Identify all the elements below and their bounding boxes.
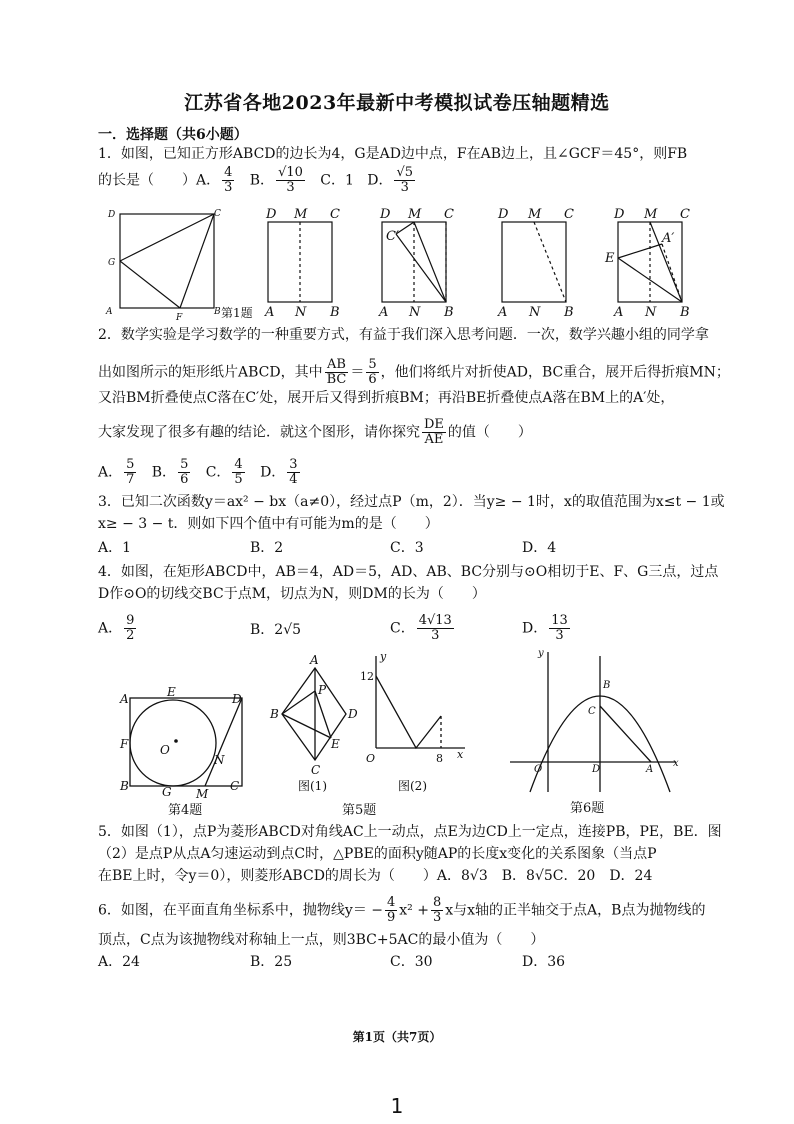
svg-text:N: N bbox=[529, 305, 541, 320]
svg-text:E: E bbox=[605, 251, 615, 266]
fig1-caption: 第1题 bbox=[221, 306, 253, 320]
q3-line1: 3．已知二次函数y＝ax² − bx（a≠0），经过点P（m，2）．当y≥ − 1时，x的取值范围为x≤t − 1或 bbox=[98, 494, 725, 510]
section-heading: 一．选择题（共6小题） bbox=[98, 127, 248, 143]
q2-option-a-label: A． bbox=[98, 464, 123, 481]
svg-text:C: C bbox=[680, 207, 690, 222]
svg-text:C: C bbox=[588, 706, 596, 717]
svg-text:A: A bbox=[498, 305, 508, 320]
svg-text:y: y bbox=[538, 648, 544, 659]
svg-text:D: D bbox=[266, 207, 277, 222]
q2-option-a: $\frac{5}{7}$ bbox=[126, 457, 135, 487]
svg-text:B: B bbox=[330, 305, 340, 320]
svg-text:G: G bbox=[162, 785, 172, 799]
svg-text:B: B bbox=[214, 307, 221, 317]
q1-option-d-label: D． bbox=[367, 172, 393, 189]
svg-text:N: N bbox=[214, 753, 225, 767]
q6-text-c: x与x轴的正半轴交于点A，B点为抛物线的 bbox=[445, 902, 706, 919]
q2-line3: 又沿BM折叠使点C落在C′处，展开后又得到折痕BM；再沿BE折叠使点A落在BM上的A′处， bbox=[98, 390, 675, 406]
svg-text:D: D bbox=[348, 707, 358, 721]
fig2-panel-3 bbox=[502, 222, 566, 302]
svg-text:A: A bbox=[265, 305, 275, 320]
svg-text:E: E bbox=[331, 737, 340, 751]
q2-ask: $\frac{DE}{AE}$ bbox=[424, 417, 444, 447]
svg-text:O: O bbox=[366, 752, 376, 765]
q1-option-a: $\frac{4}{3}$ bbox=[224, 165, 233, 195]
q6-line1 bbox=[98, 896, 705, 925]
q3-option-d: D．4 bbox=[522, 540, 557, 556]
q3-option-b: B．2 bbox=[250, 540, 284, 556]
q6-option-c: C．30 bbox=[390, 954, 433, 970]
q6-text-b: x² + bbox=[399, 902, 429, 919]
svg-text:C: C bbox=[311, 763, 321, 777]
svg-text:C: C bbox=[444, 207, 454, 222]
svg-text:P: P bbox=[318, 683, 327, 697]
fig5-graph bbox=[376, 656, 465, 748]
svg-text:M: M bbox=[408, 207, 422, 222]
fig5-2-label: 图(2) bbox=[398, 779, 427, 793]
svg-text:M: M bbox=[528, 207, 542, 222]
q4-option-b: B．2√5 bbox=[250, 622, 302, 638]
svg-text:C: C bbox=[330, 207, 340, 222]
svg-text:B: B bbox=[270, 707, 279, 721]
q2-line4 bbox=[98, 418, 532, 447]
q1-option-b: $\frac{√10}{3}$ bbox=[278, 165, 303, 195]
svg-text:12: 12 bbox=[360, 670, 374, 683]
fig5-caption: 第5题 bbox=[342, 803, 377, 818]
q2-option-c: $\frac{4}{5}$ bbox=[234, 457, 243, 487]
svg-text:D: D bbox=[614, 207, 625, 222]
q3-option-a: A．1 bbox=[98, 540, 132, 556]
page-footer: 第1页（共7页） bbox=[352, 1030, 442, 1044]
svg-text:O: O bbox=[160, 743, 170, 757]
svg-text:x: x bbox=[457, 748, 464, 761]
q4-line2: D作⊙O的切线交BC于点M，切点为N，则DM的长为（ ） bbox=[98, 586, 486, 602]
q6-option-d: D．36 bbox=[522, 954, 566, 970]
svg-text:C: C bbox=[564, 207, 574, 222]
q2-options bbox=[98, 458, 302, 487]
q2-option-c-label: C． bbox=[205, 464, 231, 481]
q6-line2: 顶点，C点为该抛物线对称轴上一点，则3BC+5AC的最小值为（ ） bbox=[98, 932, 545, 948]
q2-option-b: $\frac{5}{6}$ bbox=[180, 457, 189, 487]
q1-prefix: 的长是（ ）A． bbox=[98, 172, 221, 189]
svg-text:C′: C′ bbox=[386, 229, 399, 244]
q6-coef-1: $\frac{4}{9}$ bbox=[387, 895, 396, 925]
fig4-caption: 第4题 bbox=[168, 803, 203, 818]
q1-q2-figures bbox=[100, 204, 700, 322]
q6-option-a: A．24 bbox=[98, 954, 140, 970]
q4-option-c: C． $\frac{4√13}{3}$ bbox=[390, 613, 452, 643]
q1-line2 bbox=[98, 166, 417, 195]
svg-text:B: B bbox=[680, 305, 690, 320]
q1-option-b-label: B． bbox=[249, 172, 275, 189]
svg-text:A: A bbox=[614, 305, 624, 320]
svg-text:G: G bbox=[108, 258, 116, 268]
svg-text:D: D bbox=[108, 210, 116, 220]
svg-text:A′: A′ bbox=[662, 231, 675, 246]
q6-coef-2: $\frac{8}{3}$ bbox=[432, 895, 442, 925]
svg-text:x: x bbox=[673, 758, 679, 769]
svg-text:B: B bbox=[564, 305, 574, 320]
svg-text:M: M bbox=[644, 207, 658, 222]
svg-text:C: C bbox=[230, 779, 240, 793]
fig1-square bbox=[120, 214, 214, 308]
q4-option-d: D． $\frac{13}{3}$ bbox=[522, 613, 568, 643]
svg-text:A: A bbox=[106, 307, 113, 317]
q5-line3: 在BE上时，令y＝0），则菱形ABCD的周长为（ ）A．8√3 B．8√5C．20 D．24 bbox=[98, 868, 653, 884]
svg-text:N: N bbox=[645, 305, 657, 320]
q2-text-a: 出如图所示的矩形纸片ABCD，其中 bbox=[98, 364, 323, 381]
q2-line1: 2．数学实验是学习数学的一种重要方式，有益于我们深入思考问题．一次，数学兴趣小组的同学拿 bbox=[98, 327, 709, 343]
svg-text:E: E bbox=[167, 685, 176, 699]
q2-ratio-value: $\frac{5}{6}$ bbox=[368, 357, 377, 387]
svg-text:8: 8 bbox=[436, 752, 443, 765]
svg-text:A: A bbox=[310, 653, 319, 667]
q4-option-a: A． $\frac{9}{2}$ bbox=[98, 613, 135, 643]
q1-line1: 1．如图，已知正方形ABCD的边长为4，G是AD边中点，F在AB边上，且∠GCF＝45°，则FB bbox=[98, 146, 688, 162]
fig2-panel-1 bbox=[268, 222, 332, 302]
q2-option-d-label: D． bbox=[260, 464, 286, 481]
svg-text:N: N bbox=[409, 305, 421, 320]
fig6-caption: 第6题 bbox=[570, 801, 605, 816]
q1-option-d: $\frac{√5}{3}$ bbox=[396, 165, 414, 195]
fig4-diagram bbox=[130, 698, 242, 786]
q2-ratio: $\frac{AB}{BC}$ bbox=[326, 357, 347, 387]
page-title: 江苏省各地2023年最新中考模拟试卷压轴题精选 bbox=[184, 92, 610, 114]
svg-text:F: F bbox=[120, 737, 129, 751]
page-number: 1 bbox=[390, 1094, 404, 1118]
q1-option-c: C．1 bbox=[320, 172, 354, 189]
q2-ratio-eq: ＝ bbox=[350, 364, 365, 381]
svg-text:F: F bbox=[176, 313, 183, 322]
svg-text:N: N bbox=[295, 305, 307, 320]
svg-text:A: A bbox=[646, 764, 654, 775]
svg-text:A: A bbox=[120, 692, 129, 706]
q6-option-b: B．25 bbox=[250, 954, 293, 970]
q2-text-b: ，他们将纸片对折使AD，BC重合，展开后得折痕MN； bbox=[380, 364, 730, 381]
q5-line2: （2）是点P从点A匀速运动到点C时，△PBE的面积y随AP的长度x变化的关系图象（当点P bbox=[98, 846, 657, 862]
svg-text:D: D bbox=[380, 207, 391, 222]
q2-option-b-label: B． bbox=[151, 464, 177, 481]
q2-text-c: 大家发现了很多有趣的结论．就这个图形，请你探究 bbox=[98, 424, 420, 441]
svg-text:y: y bbox=[380, 650, 387, 663]
q3-option-c: C．3 bbox=[390, 540, 424, 556]
svg-text:D: D bbox=[232, 692, 242, 706]
q6-text-a: 6．如图，在平面直角坐标系中，抛物线y＝ − bbox=[98, 902, 383, 919]
svg-text:C: C bbox=[214, 209, 221, 219]
q2-line2 bbox=[98, 358, 730, 387]
q2-option-d: $\frac{3}{4}$ bbox=[289, 457, 298, 487]
svg-text:O: O bbox=[534, 764, 543, 775]
svg-text:M: M bbox=[196, 787, 209, 801]
svg-text:B: B bbox=[120, 779, 129, 793]
fig5-1-label: 图(1) bbox=[298, 779, 327, 793]
svg-text:D: D bbox=[592, 764, 601, 775]
q3-line2: x≥ − 3 − t．则如下四个值中有可能为m的是（ ） bbox=[98, 516, 439, 532]
q2-text-d: 的值（ ） bbox=[447, 424, 532, 441]
svg-text:B: B bbox=[603, 680, 611, 691]
svg-text:B: B bbox=[444, 305, 454, 320]
svg-text:D: D bbox=[498, 207, 509, 222]
q4-line1: 4．如图，在矩形ABCD中，AB＝4，AD＝5，AD、AB、BC分别与⊙O相切于E、F、G三点，过点 bbox=[98, 564, 719, 580]
svg-text:M: M bbox=[294, 207, 308, 222]
svg-text:A: A bbox=[379, 305, 389, 320]
q4-q6-figures bbox=[110, 646, 690, 818]
q5-line1: 5．如图（1），点P为菱形ABCD对角线AC上一动点，点E为边CD上一定点，连接PB，PE，BE．图 bbox=[98, 824, 722, 840]
